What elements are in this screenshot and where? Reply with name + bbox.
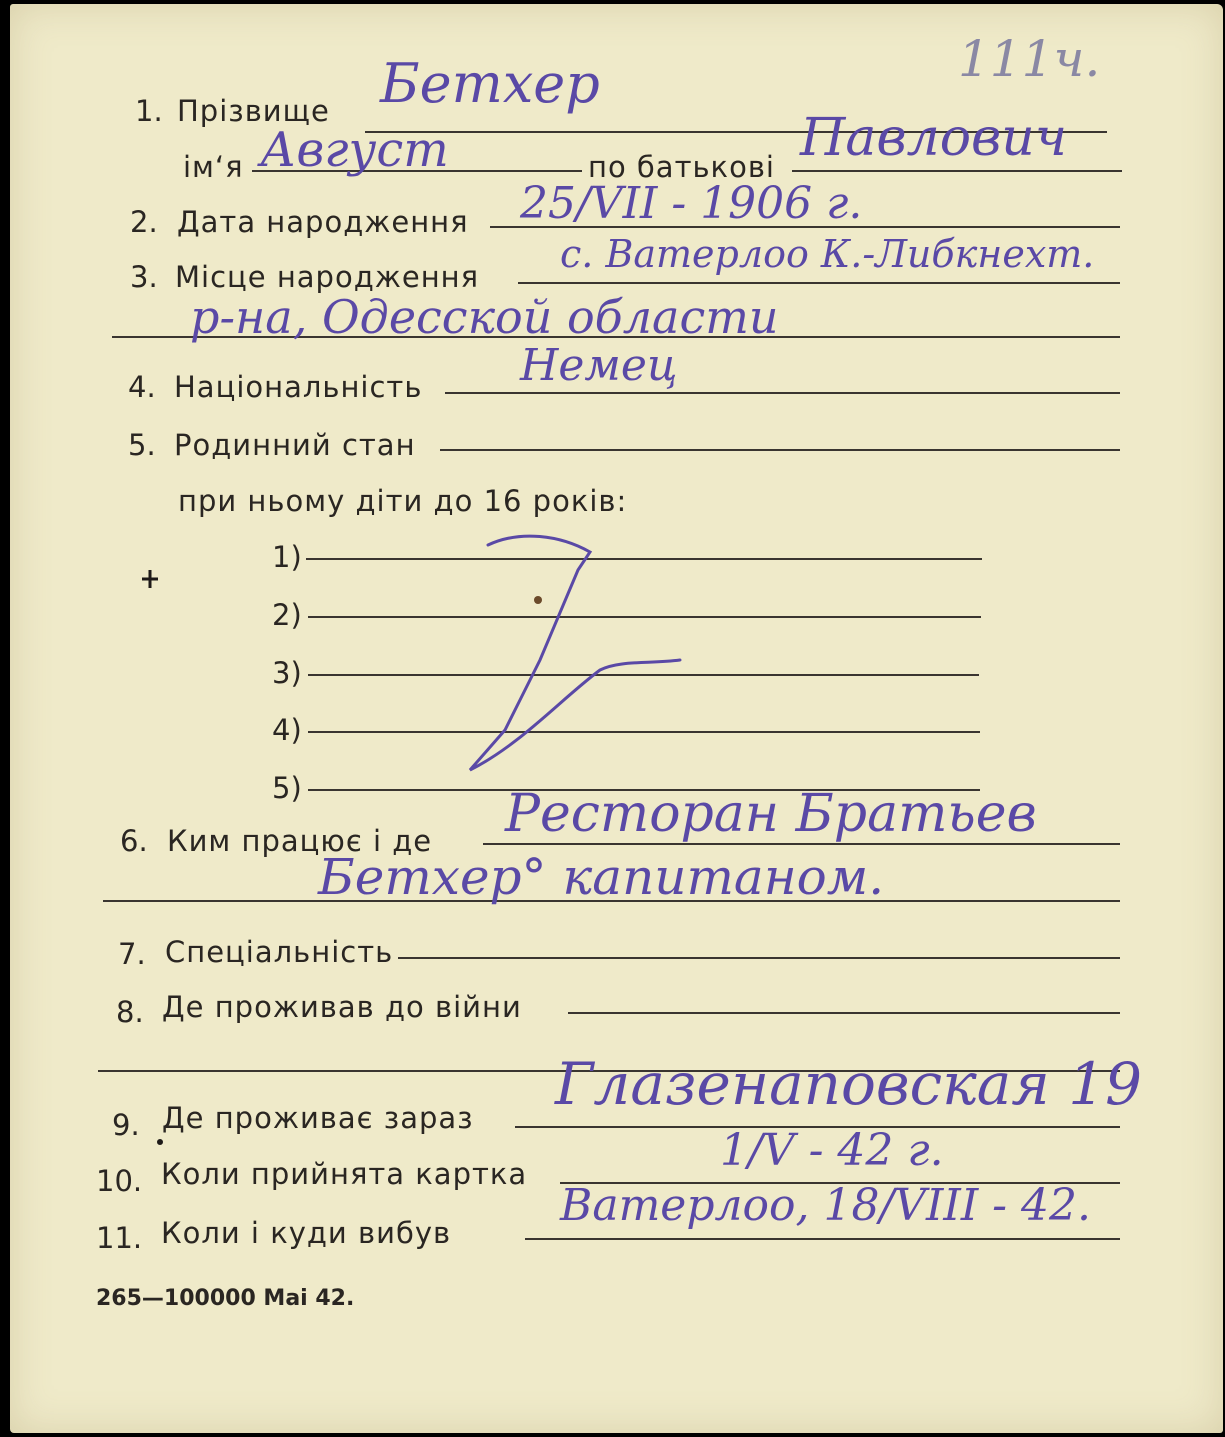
field-8-label: Де проживав до війни xyxy=(162,990,522,1024)
field-6-value-2: Бетхер° капитаном. xyxy=(318,848,885,906)
patronymic-label: по батькові xyxy=(588,150,775,184)
patronymic-value: Павлович xyxy=(800,108,1068,168)
field-2-value: 25/VII - 1906 г. xyxy=(520,178,863,229)
child-2-label: 2) xyxy=(272,598,302,632)
field-1-number: 1. xyxy=(135,94,163,128)
field-4-number: 4. xyxy=(128,370,156,404)
name-label: ім‘я xyxy=(183,150,244,184)
child-3-label: 3) xyxy=(272,656,302,690)
child-1-label: 1) xyxy=(272,540,302,574)
field-11-number: 11. xyxy=(96,1221,143,1255)
field-5-number: 5. xyxy=(128,428,156,462)
field-7-label: Спеціальність xyxy=(165,935,394,969)
field-6-number: 6. xyxy=(120,824,148,858)
field-10-value: 1/V - 42 г. xyxy=(720,1125,944,1176)
print-run-footer: 265—100000 Mai 42. xyxy=(96,1286,355,1311)
children-label: при ньому діти до 16 років: xyxy=(178,484,628,518)
field-11-label: Коли і куди вибув xyxy=(161,1216,452,1250)
field-7-number: 7. xyxy=(118,937,146,971)
name-value: Август xyxy=(260,122,449,178)
field-9-number: 9. xyxy=(112,1108,140,1142)
field-4-value: Немец xyxy=(520,340,678,391)
field-3-value: с. Ватерлоо К.-Либкнехт. xyxy=(560,232,1095,276)
field-6-label: Ким працює і де xyxy=(167,824,433,858)
ink-dot xyxy=(157,1139,163,1145)
field-2-number: 2. xyxy=(130,205,158,239)
corner-mark: 111ч. xyxy=(958,30,1101,88)
field-10-number: 10. xyxy=(96,1164,143,1198)
cross-mark xyxy=(142,570,158,588)
child-4-label: 4) xyxy=(272,713,302,747)
field-4-label: Національність xyxy=(174,370,423,404)
field-1-label: Прізвище xyxy=(177,94,330,128)
field-6-value: Ресторан Братьев xyxy=(505,784,1037,844)
field-5-label: Родинний стан xyxy=(174,428,416,462)
ink-spot xyxy=(534,596,542,604)
field-3-number: 3. xyxy=(130,260,158,294)
field-2-label: Дата народження xyxy=(177,205,469,239)
field-10-label: Коли прийнята картка xyxy=(161,1157,528,1191)
field-3-value-2: р-на, Одесской области xyxy=(190,290,779,344)
field-8-number: 8. xyxy=(116,995,144,1029)
field-9-label: Де проживає зараз xyxy=(162,1101,474,1135)
child-5-label: 5) xyxy=(272,771,302,805)
field-1-value: Бетхер xyxy=(380,52,600,115)
field-3-label: Місце народження xyxy=(175,260,480,294)
field-9-value: Глазенаповская 19 xyxy=(555,1050,1143,1118)
field-11-value: Ватерлоо, 18/VIII - 42. xyxy=(560,1180,1092,1231)
